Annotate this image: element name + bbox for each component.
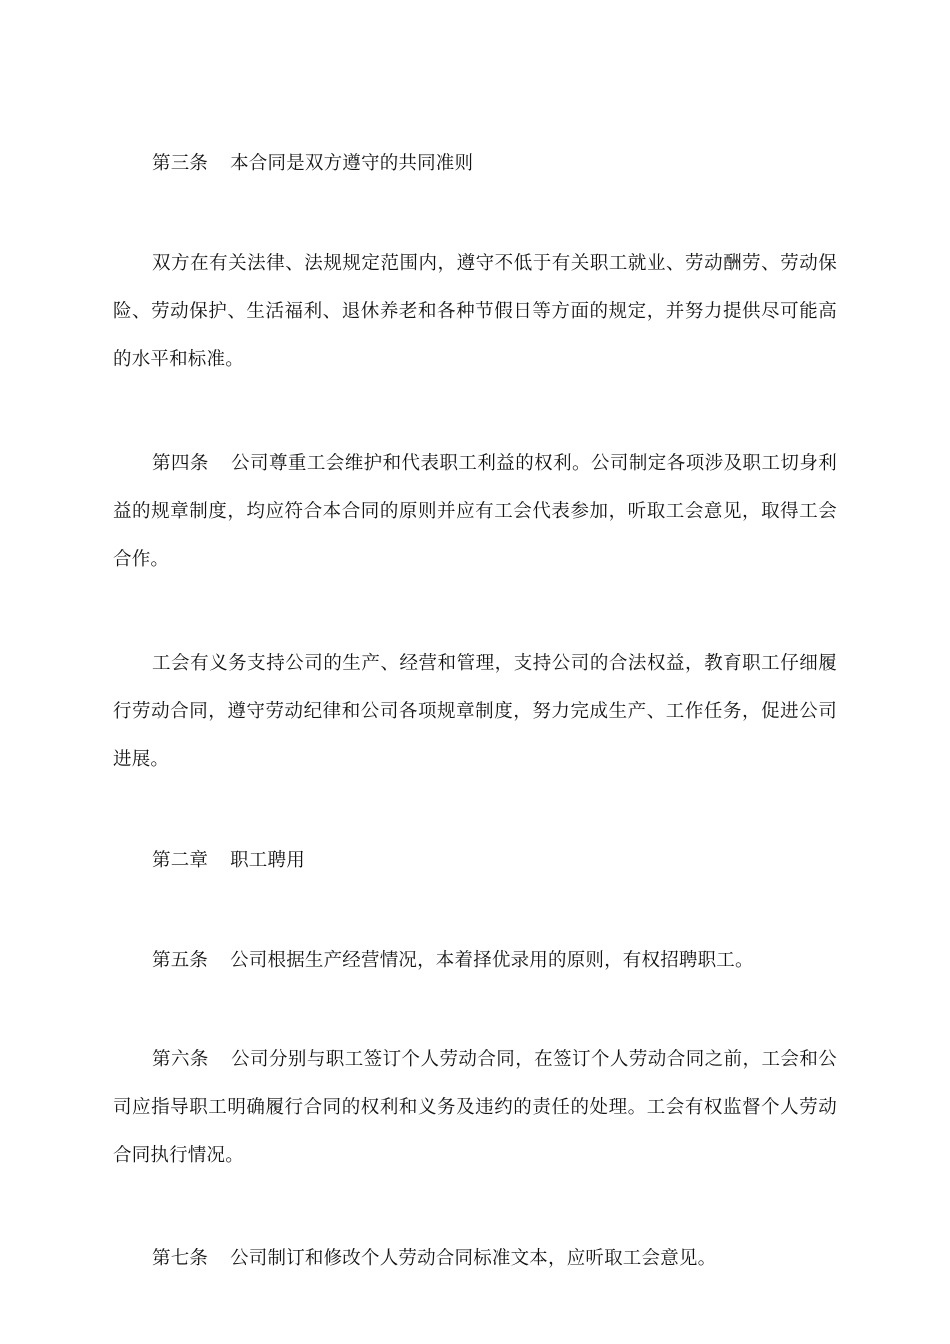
article-text: 公司尊重工会维护和代表职工利益的权利。公司制定各项涉及职工切身利益的规章制度，均应符合本合同的原则并应有工会代表参加，听取工会意见，取得工会合作。: [113, 453, 837, 570]
paragraph-text: 双方在有关法律、法规规定范围内，遵守不低于有关职工就业、劳动酬劳、劳动保险、劳动保护、生活福利、退休养老和各种节假日等方面的规定，并努力提供尽可能高的水平和标准。: [113, 253, 837, 370]
article-number: 第七条: [152, 1248, 209, 1269]
chapter-title: 职工聘用: [230, 850, 305, 871]
article-4: [113, 440, 837, 584]
article-text: 本合同是双方遵守的共同准则: [230, 153, 474, 174]
paragraph-text: 工会有义务支持公司的生产、经营和管理，支持公司的合法权益，教育职工仔细履行劳动合同，遵守劳动纪律和公司各项规章制度，努力完成生产、工作任务，促进公司进展。: [113, 653, 837, 770]
chapter-2-heading: [113, 837, 837, 885]
article-number: 第三条: [152, 153, 209, 174]
paragraph-mutual-standards: [113, 240, 837, 384]
article-number: 第六条: [152, 1049, 209, 1070]
article-6: [113, 1036, 837, 1180]
article-text: 公司根据生产经营情况，本着择优录用的原则，有权招聘职工。: [230, 950, 754, 971]
article-text: 公司分别与职工签订个人劳动合同，在签订个人劳动合同之前，工会和公司应指导职工明确履行合同的权利和义务及违约的责任的处理。工会有权监督个人劳动合同执行情况。: [113, 1049, 837, 1166]
article-7: [113, 1235, 837, 1283]
article-3-heading: [113, 140, 837, 188]
article-5: [113, 937, 837, 985]
article-text: 公司制订和修改个人劳动合同标准文本，应听取工会意见。: [230, 1248, 717, 1269]
chapter-number: 第二章: [152, 850, 209, 871]
article-number: 第五条: [152, 950, 209, 971]
article-number: 第四条: [152, 453, 209, 474]
paragraph-union-duties: [113, 640, 837, 784]
